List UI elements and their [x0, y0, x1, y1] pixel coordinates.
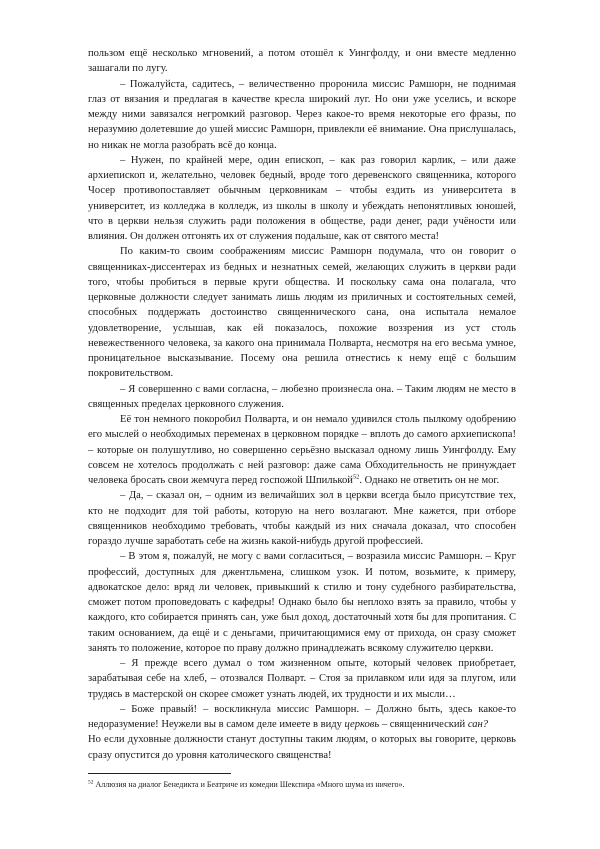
paragraph-text: – Пожалуйста, садитесь, – величественно проронила миссис Рамшорн, не поднимая глаз от вязания и предлагая в качестве кресла широкий луг. Но они уже уселись, и вскоре между ними завязался негромкий разговор. Через какое-то время некоторые его фразы, по неразумию долетевшие до ушей миссис Рамшорн, привлекли её внимание. Она прислушалась, но никак не могла разобрать всё до конца.	[88, 78, 516, 151]
paragraph-text: . Однако не ответить он не мог.	[359, 475, 500, 486]
paragraph	[88, 244, 516, 381]
paragraph	[88, 549, 516, 656]
paragraph	[88, 153, 516, 245]
paragraph	[88, 412, 516, 488]
paragraph-text: – священнический	[379, 719, 468, 730]
paragraph-text: пользом ещё несколько мгновений, а потом отошёл к Уингфолду, и они вместе медленно зашагали по лугу.	[88, 48, 516, 75]
emphasized-text: церковь	[344, 719, 380, 730]
paragraph-text: – Нужен, по крайней мере, один епископ, – как раз говорил карлик, – или даже архиепископ и, желательно, человек бедный, вроде того деревенского священника, которого Чосер противопоставляет обычным церковникам – чтобы ездить из университета в университет, из колледжа в колледж, из школы в школу и убеждать непонятливых юношей, что в церкви нельзя служить ради положения в обществе, ради денег, ради учёности или влияния. Он должен отгонять их от служения подальше, как от святого места!	[88, 154, 516, 242]
paragraph-text: – В этом я, пожалуй, не могу с вами согласиться, – возразила миссис Рамшорн. – Круг профессий, доступных для джентльмена, слишком узок. И потом, возьмите, к примеру, адвокатское дело: вряд ли человек, привыкший к стилю и тону судебного разбирательства, сможет потом проповедовать с кафедры! Однако было бы неплохо взять за правило, чтобы у каждого, кто собирается принять сан, уже был доход, достаточный хотя бы для пропитания. С таким основанием, да ещё и с деньгами, причитающимися ему от прихода, он сразу сможет занять то положение, которое по праву должно принадлежать всякому служителю церкви.	[88, 551, 516, 654]
paragraph-text: – Я прежде всего думал о том жизненном опыте, который человек приобретает, зарабатывая себе на хлеб, – отозвался Полварт. – Стоя за прилавком или идя за плугом, или трудясь в мастерской он скорее сможет узнать людей, их трудности и их мысли…	[88, 658, 516, 700]
footnote-reference: 52	[352, 473, 360, 481]
paragraph	[88, 382, 516, 413]
paragraph	[88, 488, 516, 549]
paragraph-text: Её тон немного покоробил Полварта, и он немало удивился столь пылкому одобрению его мыслей о необходимых переменах в церковном порядке – вплоть до самого архиепископа! – которые он полушутливо, но совершенно серьёзно высказал одному лишь Уингфолду. Ему совсем не хотелось продолжать с ней разговор: даже сама Обходительность не принуждает человека бросать свои жемчуга перед госпожой Шпилькой	[88, 414, 516, 486]
footnote-number: 52	[88, 779, 94, 786]
paragraph-text: По каким-то своим соображениям миссис Рамшорн подумала, что он говорит о священниках-диссентерах из бедных и незнатных семей, желающих служить в церкви ради того, чтобы пробиться в первые круги общества. И поскольку сама она полагала, что церковные должности следует занимать лишь людям из приличных и состоятельных семей, способных поддержать достоинство священнического сана, она испытала немалое удовлетворение, услышав, как ей показалось, похожие воззрения из уст столь невежественного человека, за какого она принимала Полварта, несмотря на его весьма умное, проницательное высказывание. Посему она решила отнестись к нему ещё с большим покровительством.	[88, 246, 516, 380]
paragraph-text: Но если духовные должности станут доступны таким людям, о которых вы говорите, церковь сразу опустится до уровня католического священства!	[88, 734, 516, 761]
paragraph	[88, 46, 516, 77]
body-text	[88, 46, 516, 763]
paragraph	[88, 702, 516, 733]
footnote	[88, 779, 516, 790]
paragraph	[88, 656, 516, 702]
paragraph-text: – Да, – сказал он, – одним из величайших зол в церкви всегда было присутствие тех, кто не подходит для той работы, которую на него возлагают. Мне кажется, при отборе священников необходимо требовать, чтобы каждый из них сначала доказал, что способен гораздо лучше заработать себе на жизнь какой-нибудь другой профессией.	[88, 490, 516, 547]
paragraph-text: – Боже правый! – воскликнула миссис Рамшорн. – Должно быть, здесь какое-то недоразумение! Неужели вы в самом деле имеете в виду	[88, 703, 516, 730]
footnote-text: Аллюзия на диалог Бенедикта и Беатриче из комедии Шекспира «Много шума из ничего».	[93, 780, 405, 789]
footnote-divider	[88, 773, 231, 774]
paragraph	[88, 732, 516, 763]
emphasized-text: сан?	[467, 719, 489, 730]
paragraph-text: – Я совершенно с вами согласна, – любезно произнесла она. – Таким людям не место в священных пределах церковного служения.	[88, 383, 516, 410]
paragraph	[88, 77, 516, 153]
